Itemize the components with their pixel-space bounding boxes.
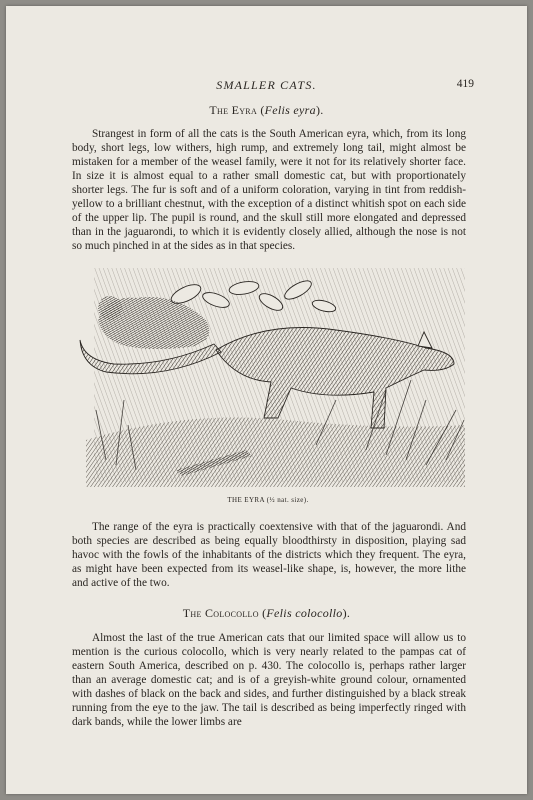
heading-colocollo	[6, 606, 527, 621]
running-head	[6, 78, 527, 94]
section-heading-eyra	[6, 103, 527, 118]
heading-paren-open: (	[257, 103, 265, 117]
ground-shading	[86, 418, 466, 489]
heading-eyra	[6, 103, 527, 118]
eyra-engraving	[66, 260, 470, 492]
heading-paren-close: ).	[342, 606, 351, 620]
heading-common-name: The Colocollo	[182, 606, 259, 620]
figure-caption: THE EYRA (½ nat. size).	[227, 496, 309, 504]
book-page	[6, 6, 527, 794]
heading-latin-name: Felis colocollo	[266, 606, 343, 620]
paragraph-colocollo-description: Almost the last of the true American cats that our limited space will allow us to mention is the curious colocollo, which is very nearly related to the pampas cat of eastern South America, described on p. 430. The colocollo is, perhaps rather larger than an average domestic cat; and is of a greyish-white ground colour, ornamented with dashes of black on the back and sides, and further distinguished by a black streak running from the eye to the jaw. The tail is described as being imperfectly ringed with dark bands, while the lower limbs are	[72, 632, 466, 728]
page-number: 419	[456, 78, 474, 90]
heading-common-name: The Eyra	[209, 103, 258, 117]
heading-paren-close: ).	[315, 103, 324, 117]
engraving-illustration	[66, 260, 470, 492]
paragraph-eyra-description: Strangest in form of all the cats is the South American eyra, which, from its long body, short legs, low withers, high rump, and extremely long tail, might almost be mistaken for a member of the weasel family, were it not for its relatively shorter face. In size it is almost equal to a rather small domestic cat, but with proportionately shorter legs. The fur is soft and of a uniform coloration, varying in tint from reddish-yellow to a brilliant chestnut, with the exception of a distinct whitish spot on each side of the upper lip. The pupil is round, and the skull still more elongated and depressed than in the jaguarondi, to which it is evidently closely allied, although the nose is not so much pinched in at the sides as in that species.	[72, 128, 466, 252]
paragraph-eyra-range: The range of the eyra is practically coextensive with that of the jaguarondi. And both species are described as being equally bloodthirsty in disposition, playing sad havoc with the fowls of the inhabitants of the districts which they frequent. The eyra, as might have been expected from its weasel-like shape, is, however, the more lithe and active of the two.	[72, 521, 466, 589]
running-title: SMALLER CATS.	[216, 78, 317, 92]
heading-paren-open: (	[258, 606, 267, 620]
section-heading-colocollo	[6, 606, 527, 621]
rear-eyra-head	[98, 296, 122, 320]
heading-latin-name: Felis eyra	[264, 103, 316, 117]
